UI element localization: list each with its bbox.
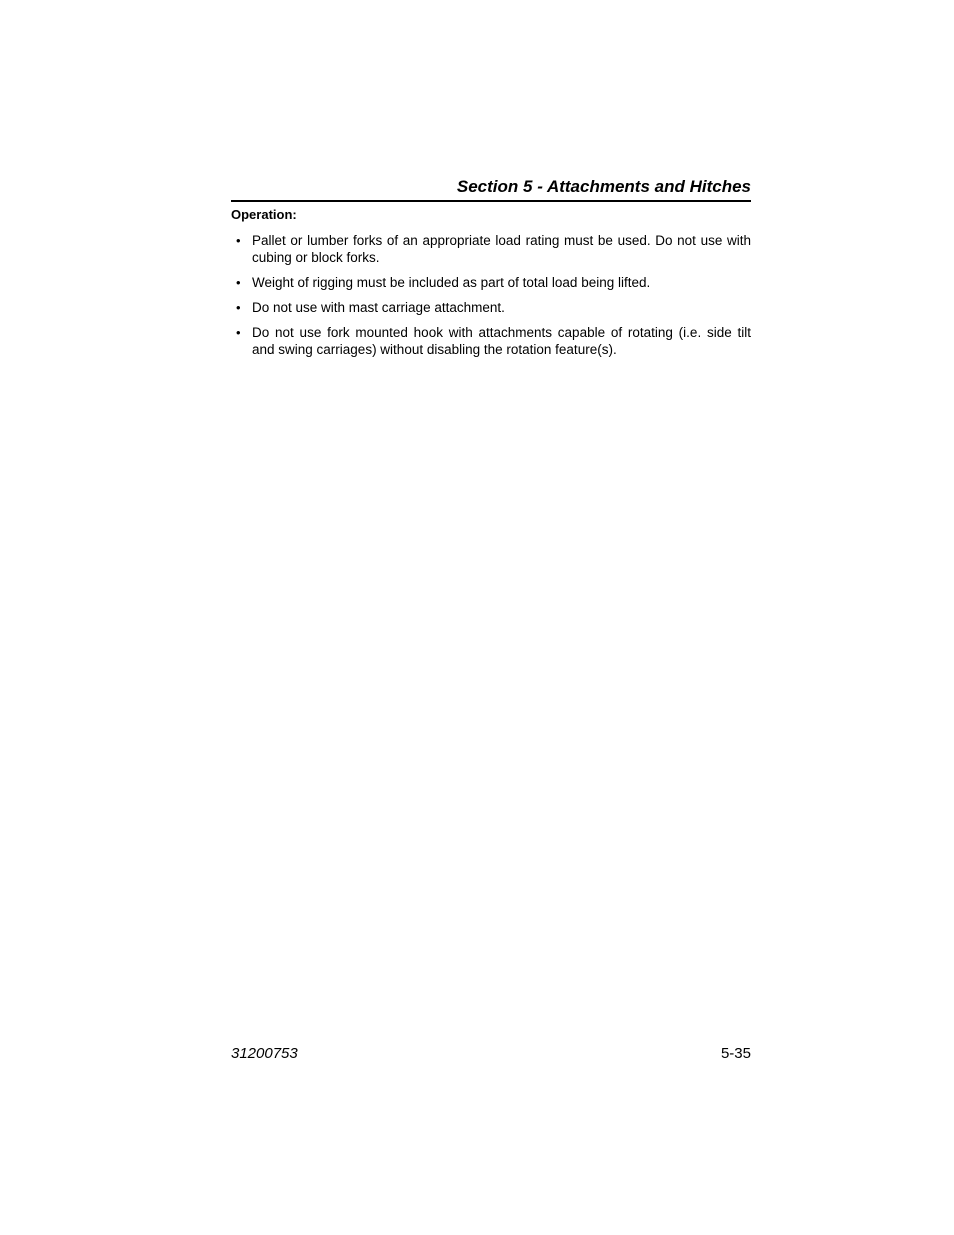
- bullet-icon: •: [236, 300, 241, 315]
- operation-subheading: Operation:: [231, 207, 297, 222]
- operation-bullet-list: [231, 232, 751, 366]
- header-divider: [231, 200, 751, 202]
- document-number: 31200753: [231, 1045, 298, 1062]
- list-item-text: Weight of rigging must be included as part of total load being lifted.: [252, 275, 651, 290]
- page-number: 5-35: [720, 1045, 751, 1062]
- bullet-icon: •: [236, 325, 241, 340]
- list-item: [231, 324, 751, 358]
- list-item-text: Pallet or lumber forks of an appropriate load rating must be used. Do not use with cubing or block forks.: [252, 233, 751, 265]
- bullet-icon: •: [236, 275, 241, 290]
- list-item-text: Do not use with mast carriage attachment.: [252, 300, 505, 315]
- list-item-text: Do not use fork mounted hook with attachments capable of rotating (i.e. side tilt and swing carriages) without disabling the rotation feature(s).: [252, 325, 751, 357]
- list-item: [231, 274, 751, 291]
- bullet-icon: •: [236, 233, 241, 248]
- section-header-title: Section 5 - Attachments and Hitches: [456, 177, 751, 196]
- list-item: [231, 232, 751, 266]
- list-item: [231, 299, 751, 316]
